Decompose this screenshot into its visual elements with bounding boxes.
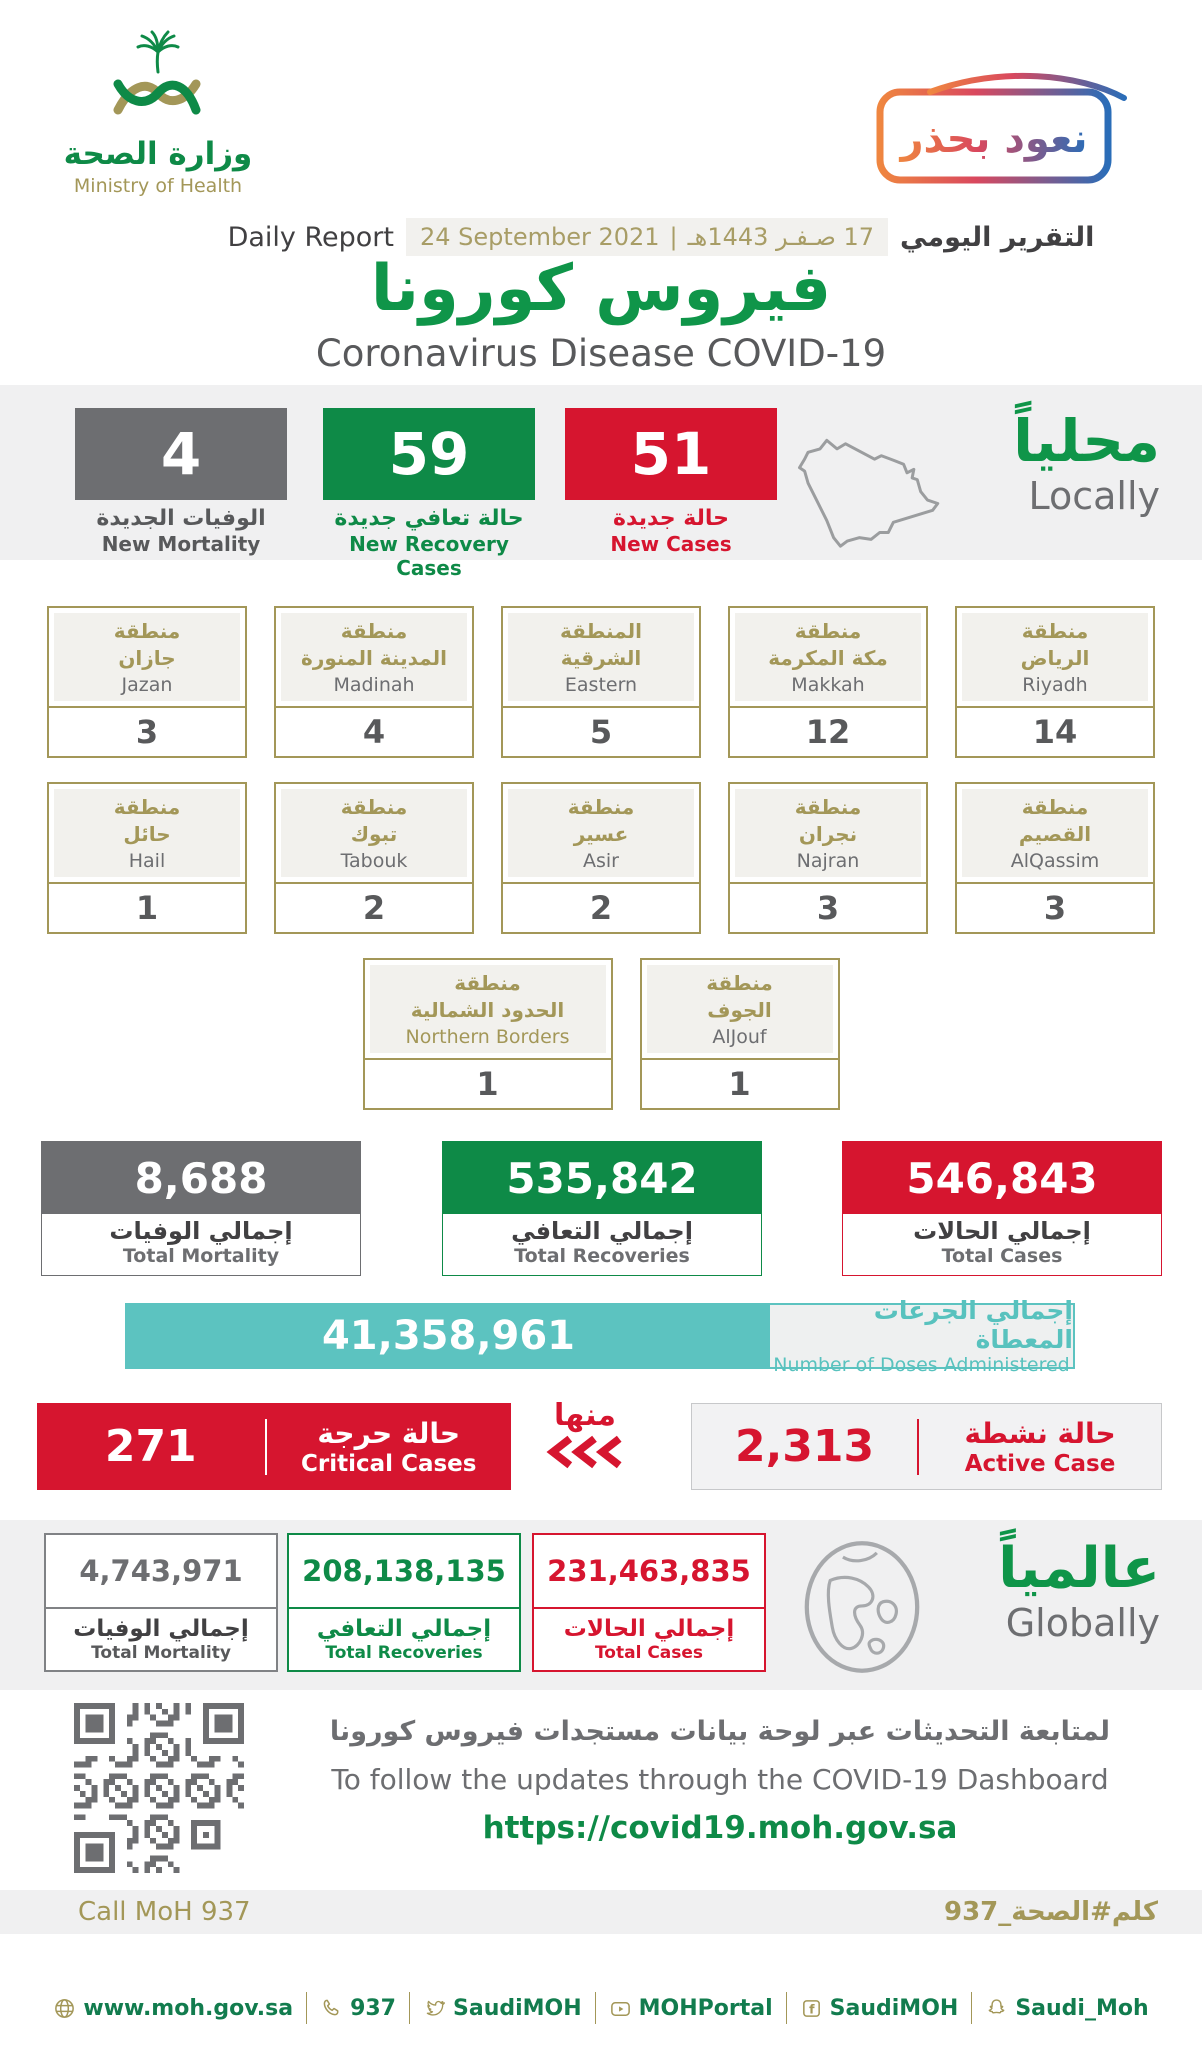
daily-report-label-en: Daily Report [227,221,394,253]
region-en: Asir [583,850,619,872]
region-card-eastern [501,606,701,758]
region-en: AlQassim [1010,850,1100,872]
total-mortality-label-en: Total Mortality [122,1245,280,1267]
global-mortality-card [44,1533,278,1672]
region-en: Northern Borders [405,1026,570,1048]
region-ar-line1: منطقة [113,795,181,819]
global-cases-value: 231,463,835 [534,1535,764,1609]
global-recoveries-value: 208,138,135 [289,1535,519,1609]
region-card-madinah [274,606,474,758]
total-cases-label-ar: إجمالي الحالات [913,1217,1091,1245]
footer-link-text: SaudiMOH [453,1995,582,2021]
critical-label-ar: حالة حرجة [317,1416,461,1450]
global-recoveries-label-ar: إجمالي التعافي [316,1616,492,1642]
region-ar-line1: المنطقة [560,619,642,643]
footer-link-text: www.moh.gov.sa [83,1995,294,2021]
region-value: 3 [135,713,159,751]
region-en: Tabouk [340,850,408,872]
ministry-name-ar: وزارة الصحة [63,136,253,172]
region-row-3 [0,958,1202,1110]
doses-label-ar: إجمالي الجرعات المعطاة [873,1296,1073,1354]
date-strip [406,218,888,256]
region-card-tabouk [274,782,474,934]
region-value: 2 [589,889,613,927]
region-value: 1 [135,889,159,927]
footer-separator [409,1992,410,2024]
locally-heading-ar: محلياً [1013,407,1160,475]
doses-administered-bar [125,1296,1075,1376]
region-value: 3 [816,889,840,927]
badge-text-ar: نعود بحذر [900,116,1088,162]
total-recoveries-card [442,1141,762,1276]
footer-link-twitter[interactable] [423,1996,582,2021]
region-value: 1 [728,1065,751,1103]
region-card-makkah [728,606,928,758]
total-cases-label-en: Total Cases [941,1245,1063,1267]
new-cases-label-en: New Cases [610,532,732,556]
region-ar-line2: تبوك [350,822,398,846]
total-mortality-card [41,1141,361,1276]
phone-icon [320,1997,343,2020]
new-mortality-label-ar: الوفيات الجديدة [96,506,266,531]
new-mortality-stat [75,408,287,556]
doses-labels [770,1296,1073,1376]
new-recoveries-value: 59 [323,408,535,500]
global-stats-band [0,1520,1202,1690]
footer-link-text: MOHPortal [638,1995,773,2021]
report-date-row [0,218,1202,256]
total-recoveries-value: 535,842 [443,1142,761,1214]
locally-heading [920,407,1160,518]
region-en: Hail [128,850,166,872]
critical-cases-value: 271 [104,1421,197,1472]
region-card-najran [728,782,928,934]
global-recoveries-label-en: Total Recoveries [325,1643,483,1663]
global-cases-card [532,1533,766,1672]
region-ar-line1: منطقة [454,971,521,995]
new-mortality-label-en: New Mortality [101,532,261,556]
ministry-name-en: Ministry of Health [73,175,243,197]
active-cases-value: 2,313 [734,1421,875,1472]
region-ar-line2: القصيم [1018,822,1092,846]
date-hijri: 17 صـفـر 1443هـ [687,223,875,251]
dashboard-url-link[interactable]: https://covid19.moh.gov.sa [482,1810,958,1846]
of-which-label-ar: منها [554,1398,616,1433]
date-gregorian: 24 September 2021 [420,223,660,251]
region-ar-line1: منطقة [340,619,408,643]
footer-link-text: Saudi_Moh [1015,1995,1149,2021]
footer-link-phone[interactable] [320,1996,396,2021]
globally-heading-en: Globally [1005,1600,1160,1645]
new-recoveries-label-ar: حالة تعافي جديدة [334,506,524,531]
globe-icon [798,1538,926,1676]
active-cases-box [691,1403,1162,1490]
region-value: 3 [1043,889,1067,927]
active-label-en: Active Case [964,1450,1116,1477]
globally-heading-ar: عالمياً [998,1536,1160,1601]
doses-value: 41,358,961 [127,1305,770,1367]
total-mortality-label-ar: إجمالي الوفيات [109,1217,293,1245]
region-ar-line1: منطقة [567,795,635,819]
region-row-2 [0,782,1202,934]
daily-report-label-ar: التقرير اليومي [900,221,1095,253]
new-cases-value: 51 [565,408,777,500]
region-ar-line2: نجران [798,822,858,846]
footer-link-text: SaudiMOH [829,1995,959,2021]
region-ar-line2: مكة المكرمة [768,646,888,670]
critical-label-en: Critical Cases [301,1450,477,1477]
region-card-northern-borders [363,958,613,1110]
globe-icon [53,1997,76,2020]
region-row-1 [0,606,1202,758]
region-ar-line1: منطقة [794,619,862,643]
footer-link-text: 937 [350,1995,396,2021]
region-ar-line1: منطقة [1021,795,1089,819]
region-card-jazan [47,606,247,758]
total-cases-value: 546,843 [843,1142,1161,1214]
total-cases-card [842,1141,1162,1276]
new-recoveries-stat [323,408,535,580]
global-mortality-label-en: Total Mortality [91,1643,231,1663]
region-ar-line2: عسير [573,822,629,846]
region-card-riyadh [955,606,1155,758]
footer-link-snapchat[interactable] [985,1996,1148,2021]
region-ar-line2: الجوف [707,998,772,1022]
footer-separator [971,1992,972,2024]
footer-link-youtube[interactable] [609,1996,773,2021]
global-cases-label-en: Total Cases [594,1643,704,1663]
region-ar-line1: منطقة [794,795,862,819]
total-recoveries-label-ar: إجمالي التعافي [511,1217,693,1245]
of-which-note [538,1398,632,1475]
new-cases-stat [565,408,777,556]
region-value: 4 [362,713,386,751]
twitter-icon [423,1997,446,2020]
call-moh-band [0,1890,1202,1934]
region-value: 14 [1032,713,1078,751]
footer-separator [306,1992,307,2024]
region-card-asir [501,782,701,934]
footer-links [0,1992,1202,2024]
new-cases-label-ar: حالة جديدة [613,506,729,531]
region-ar-line1: منطقة [1021,619,1089,643]
active-labels [919,1417,1161,1477]
total-mortality-value: 8,688 [42,1142,360,1214]
local-stats-band [0,385,1202,580]
dashboard-qr-code [74,1703,244,1873]
new-recoveries-label-en: New Recovery Cases [349,532,509,580]
region-ar-line2: الرياض [1020,646,1090,670]
region-card-aljouf [640,958,840,1110]
triple-chevron-left-icon [543,1433,627,1471]
global-cases-label-ar: إجمالي الحالات [563,1616,735,1642]
return-with-caution-badge [872,66,1130,188]
doses-label-en: Number of Doses Administered [773,1354,1070,1376]
region-ar-line2: المدينة المنورة [301,646,447,670]
moh-logo [48,30,268,197]
region-ar-line1: منطقة [113,619,181,643]
region-ar-line2: جازان [118,646,176,670]
region-value: 12 [805,713,851,751]
region-card-hail [47,782,247,934]
region-en: Madinah [333,674,415,696]
region-en: Najran [796,850,860,872]
region-value: 5 [589,713,613,751]
moh-logo-icon [92,30,224,130]
region-value: 1 [476,1065,499,1103]
region-card-alqassim [955,782,1155,934]
region-ar-line2: حائل [123,822,171,846]
footer-separator [595,1992,596,2024]
footer-link-facebook[interactable] [800,1996,959,2021]
call-moh-label-en: Call MoH 937 [78,1897,251,1927]
region-ar-line1: منطقة [706,971,773,995]
global-mortality-value: 4,743,971 [46,1535,276,1609]
globally-heading [930,1536,1160,1645]
total-recoveries-label-en: Total Recoveries [514,1245,690,1267]
facebook-icon [800,1997,823,2020]
svg-text:f: f [808,2000,815,2016]
page-title-en: Coronavirus Disease COVID-19 [315,332,887,375]
youtube-icon [609,1997,632,2020]
region-en: AlJouf [712,1026,767,1048]
region-en: Eastern [564,674,638,696]
critical-labels [267,1417,511,1477]
region-en: Riyadh [1022,674,1088,696]
date-separator: | [669,223,678,251]
footer-separator [786,1992,787,2024]
global-recoveries-card [287,1533,521,1672]
locally-heading-en: Locally [1028,473,1160,518]
new-mortality-value: 4 [75,408,287,500]
active-label-ar: حالة نشطة [964,1416,1116,1450]
global-mortality-label-ar: إجمالي الوفيات [73,1616,249,1642]
region-ar-line2: الحدود الشمالية [410,998,565,1022]
region-en: Jazan [121,674,173,696]
footer-link-website[interactable] [53,1996,293,2021]
call-moh-hashtag-ar: كلم#الصحة_937 [944,1897,1158,1927]
dashboard-line-en: To follow the updates through the COVID-19 Dashboard [331,1763,1109,1796]
region-ar-line1: منطقة [340,795,408,819]
dashboard-line-ar: لمتابعة التحديثات عبر لوحة بيانات مستجدات فيروس كورونا [329,1716,1111,1747]
critical-cases-box [37,1403,511,1490]
region-ar-line2: الشرقية [560,646,642,670]
snapchat-icon [985,1997,1008,2020]
page-title-ar: فيروس كورونا [370,252,832,326]
region-value: 2 [362,889,386,927]
dashboard-info [280,1716,1160,1846]
region-en: Makkah [791,674,865,696]
